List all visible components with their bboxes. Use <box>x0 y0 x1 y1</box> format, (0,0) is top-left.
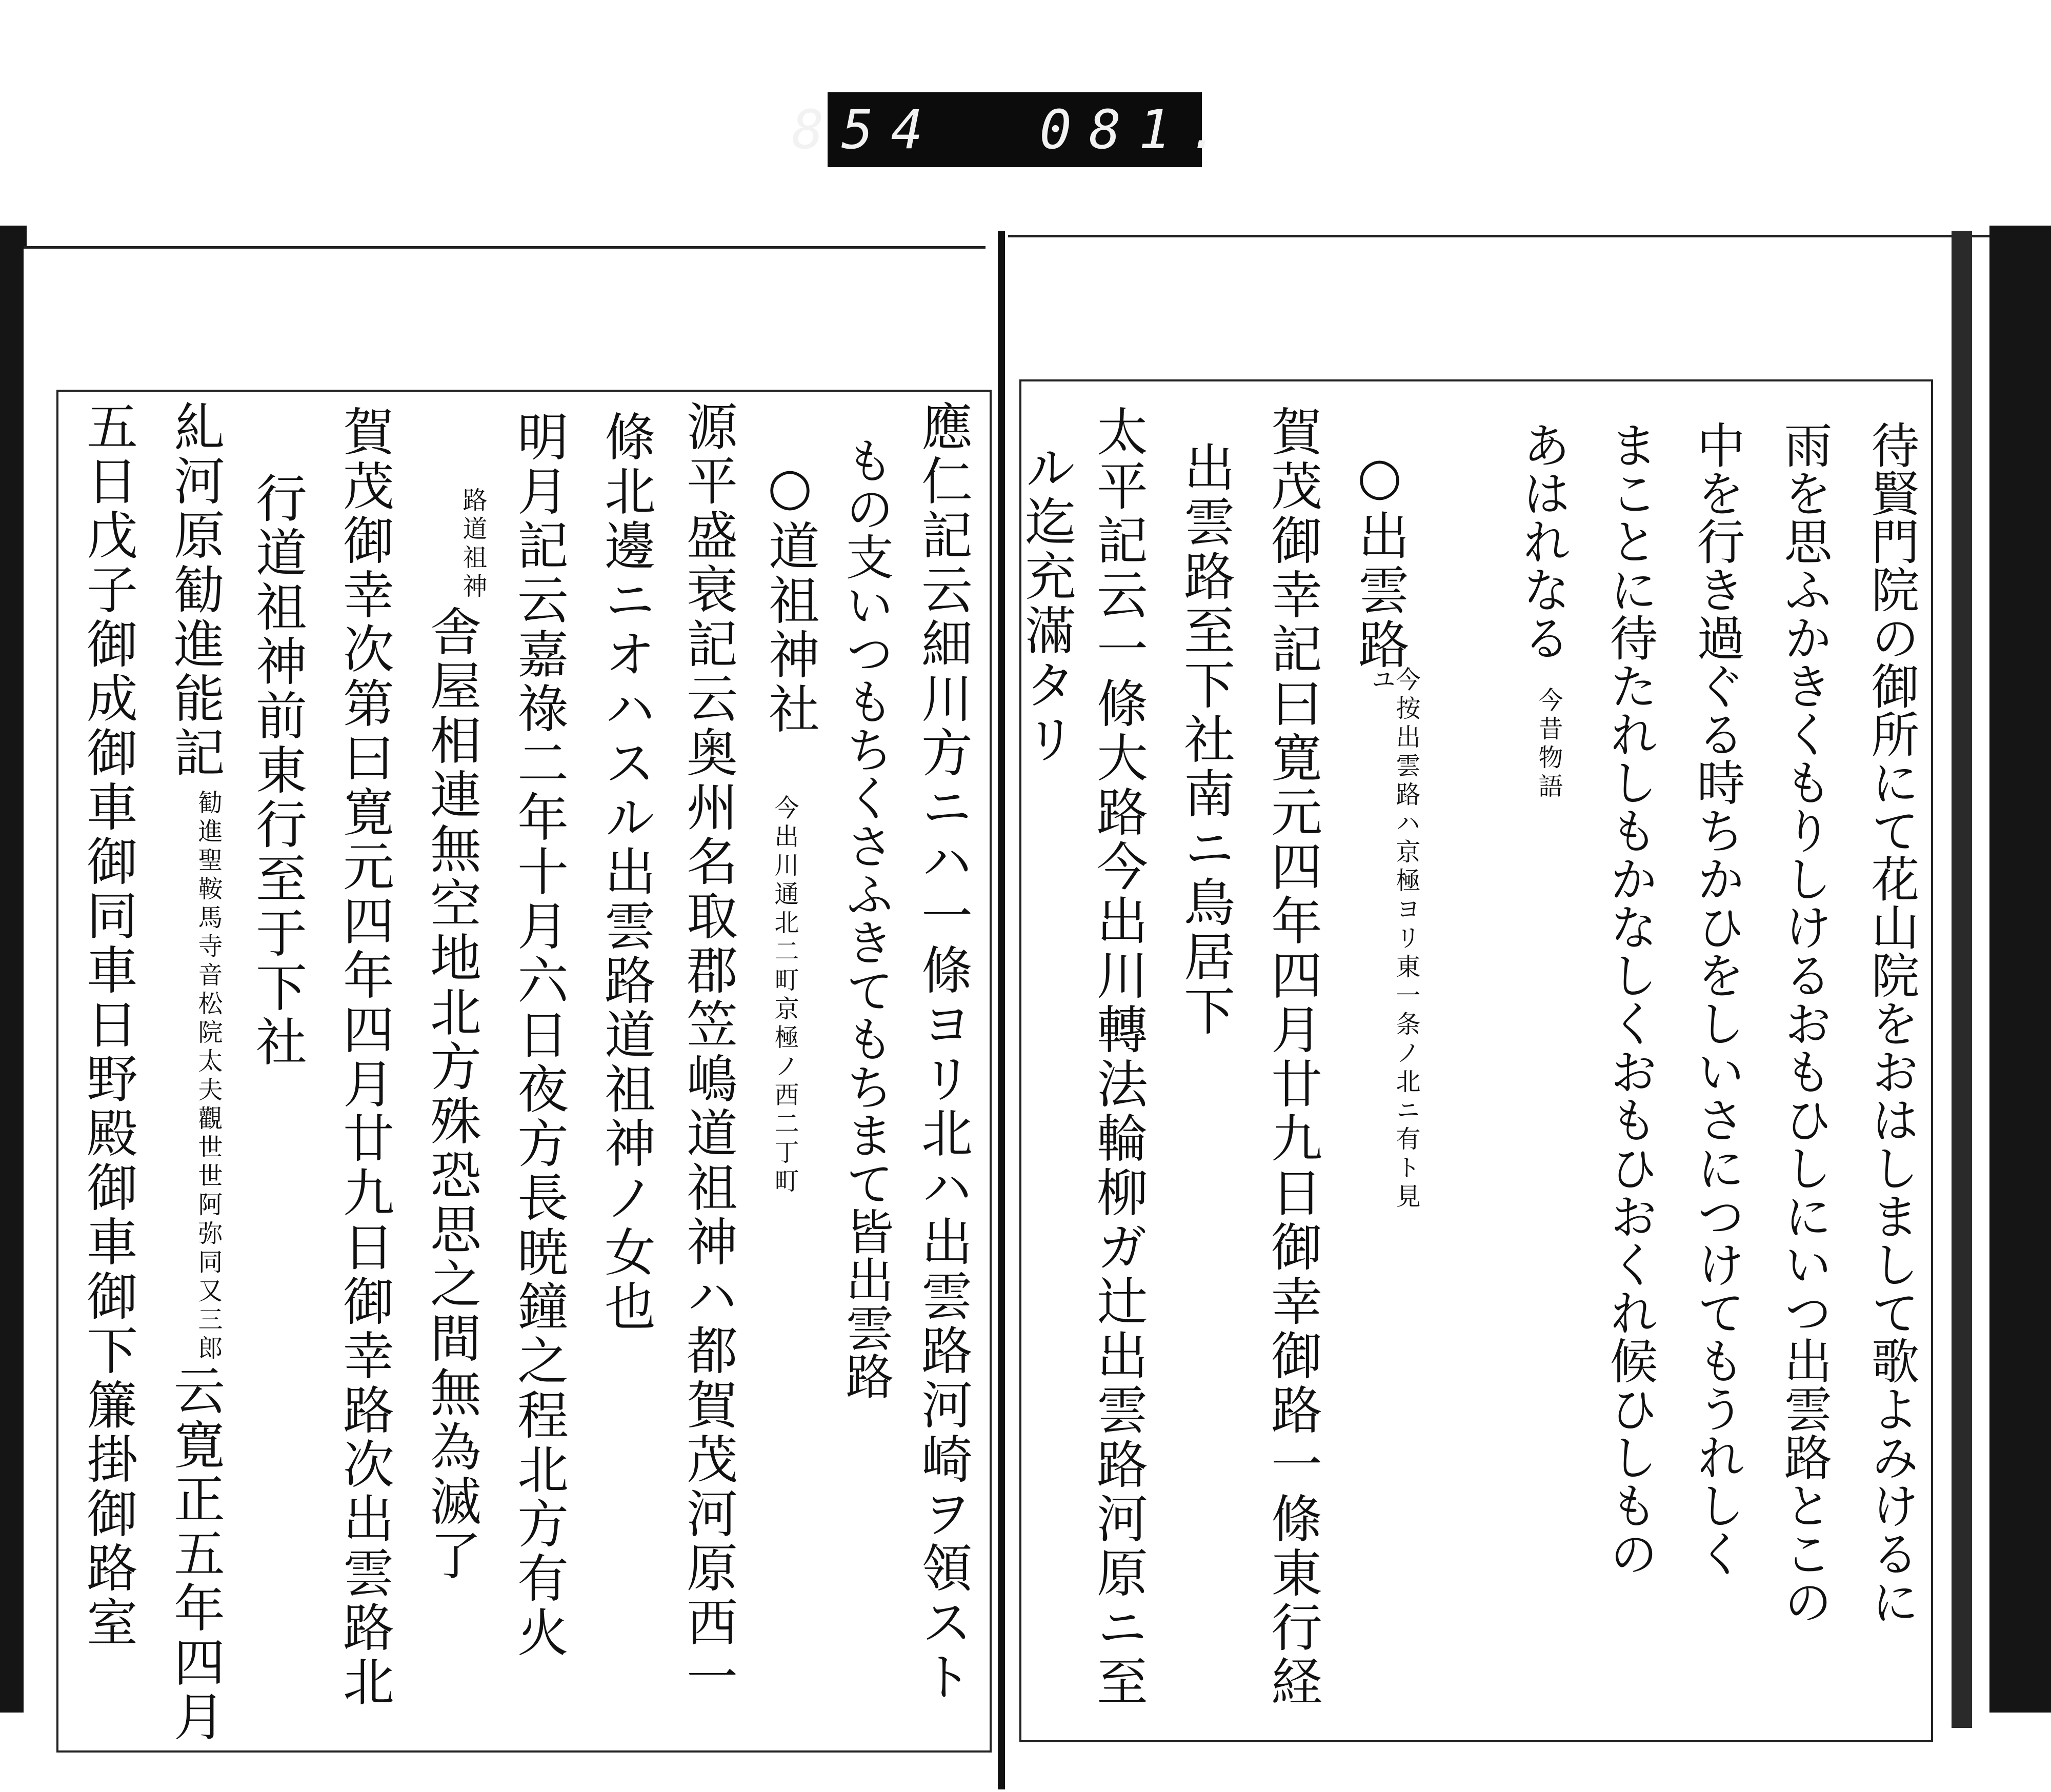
left-col-10-tail: 云寛正五年四月 <box>165 1364 225 1744</box>
left-page-edge <box>0 226 27 1713</box>
right-col-1: 待賢門院の御所にて花山院をおはしまして歌よみけるに <box>1863 420 1919 1625</box>
right-col-3: 中を行き過ぐる時ちかひをしいさにつけてもうれしく <box>1688 420 1744 1577</box>
right-col-8: 出雲路至下社南ニ鳥居下 <box>1175 441 1235 1039</box>
right-col-6-title: ○出雲路 <box>1350 446 1410 672</box>
left-col-9: 行道祖神前東行至于下社 <box>247 472 307 1070</box>
frame-number-label: 854 081. <box>828 92 1202 167</box>
right-col-2: 雨を思ふかきくもりしけるおもひしにいつ出雲路とこの <box>1776 420 1832 1625</box>
right-col-4: まことに待たれしもかなしくおもひおくれ候ひしもの <box>1601 420 1657 1577</box>
left-col-5: 條北邊ニオハスル出雲路道祖神ノ女也 <box>596 410 656 1334</box>
left-col-4: 源平盛衰記云奥州名取郡笠嶋道祖神ハ都賀茂河原西一 <box>678 400 738 1704</box>
left-col-7-note: 路道祖神 <box>458 487 487 602</box>
right-col-10: ル迄充滿タリ <box>1016 441 1076 767</box>
left-col-2: もの支いつもちくさふきてもちまて皆出雲路 <box>837 436 893 1400</box>
left-col-3-note: 今出川通北二町京極ノ西二丁町 <box>770 795 799 1197</box>
left-col-11: 五日戊子御成御車御同車日野殿御車御下簾掛御路室 <box>78 400 138 1650</box>
left-col-3: ○道祖神社 <box>760 456 820 737</box>
book-spine <box>998 231 1005 1789</box>
right-col-7: 賀茂御幸記曰寛元四年四月廿九日御幸御路一條東行経 <box>1262 405 1322 1709</box>
left-col-7: 舎屋相連無空地北方殊恐思之間無為滅了 <box>421 605 481 1583</box>
right-page-edge-inner <box>1952 231 1972 1728</box>
left-col-1: 應仁記云細川方ニハ一條ヨリ北ハ出雲路河崎ヲ領スト <box>913 400 973 1704</box>
left-col-10-title: 糺河原勧進能記 <box>165 400 225 780</box>
right-col-9: 太平記云一條大路今出川轉法輪柳ガ辻出雲路河原ニ至 <box>1088 405 1148 1709</box>
left-col-6: 明月記云嘉祿二年十月六日夜方長暁鐘之程北方有火 <box>509 410 569 1660</box>
book-spread <box>0 215 2051 1789</box>
right-col-5: あはれなる <box>1514 420 1570 661</box>
right-col-5-note: 今昔物語 <box>1534 687 1563 802</box>
left-col-10-note: 勧進聖鞍馬寺音松院太夫觀世世阿弥同又三郎 <box>194 790 223 1364</box>
right-page-edge <box>1989 226 2051 1713</box>
left-col-8: 賀茂御幸次第曰寛元四年四月廿九日御幸路次出雲路北 <box>334 405 394 1709</box>
right-col-6-note: 今按出雲路ハ京極ヨリ東一条ノ北ニ有ト見ユ <box>1367 667 1420 1212</box>
